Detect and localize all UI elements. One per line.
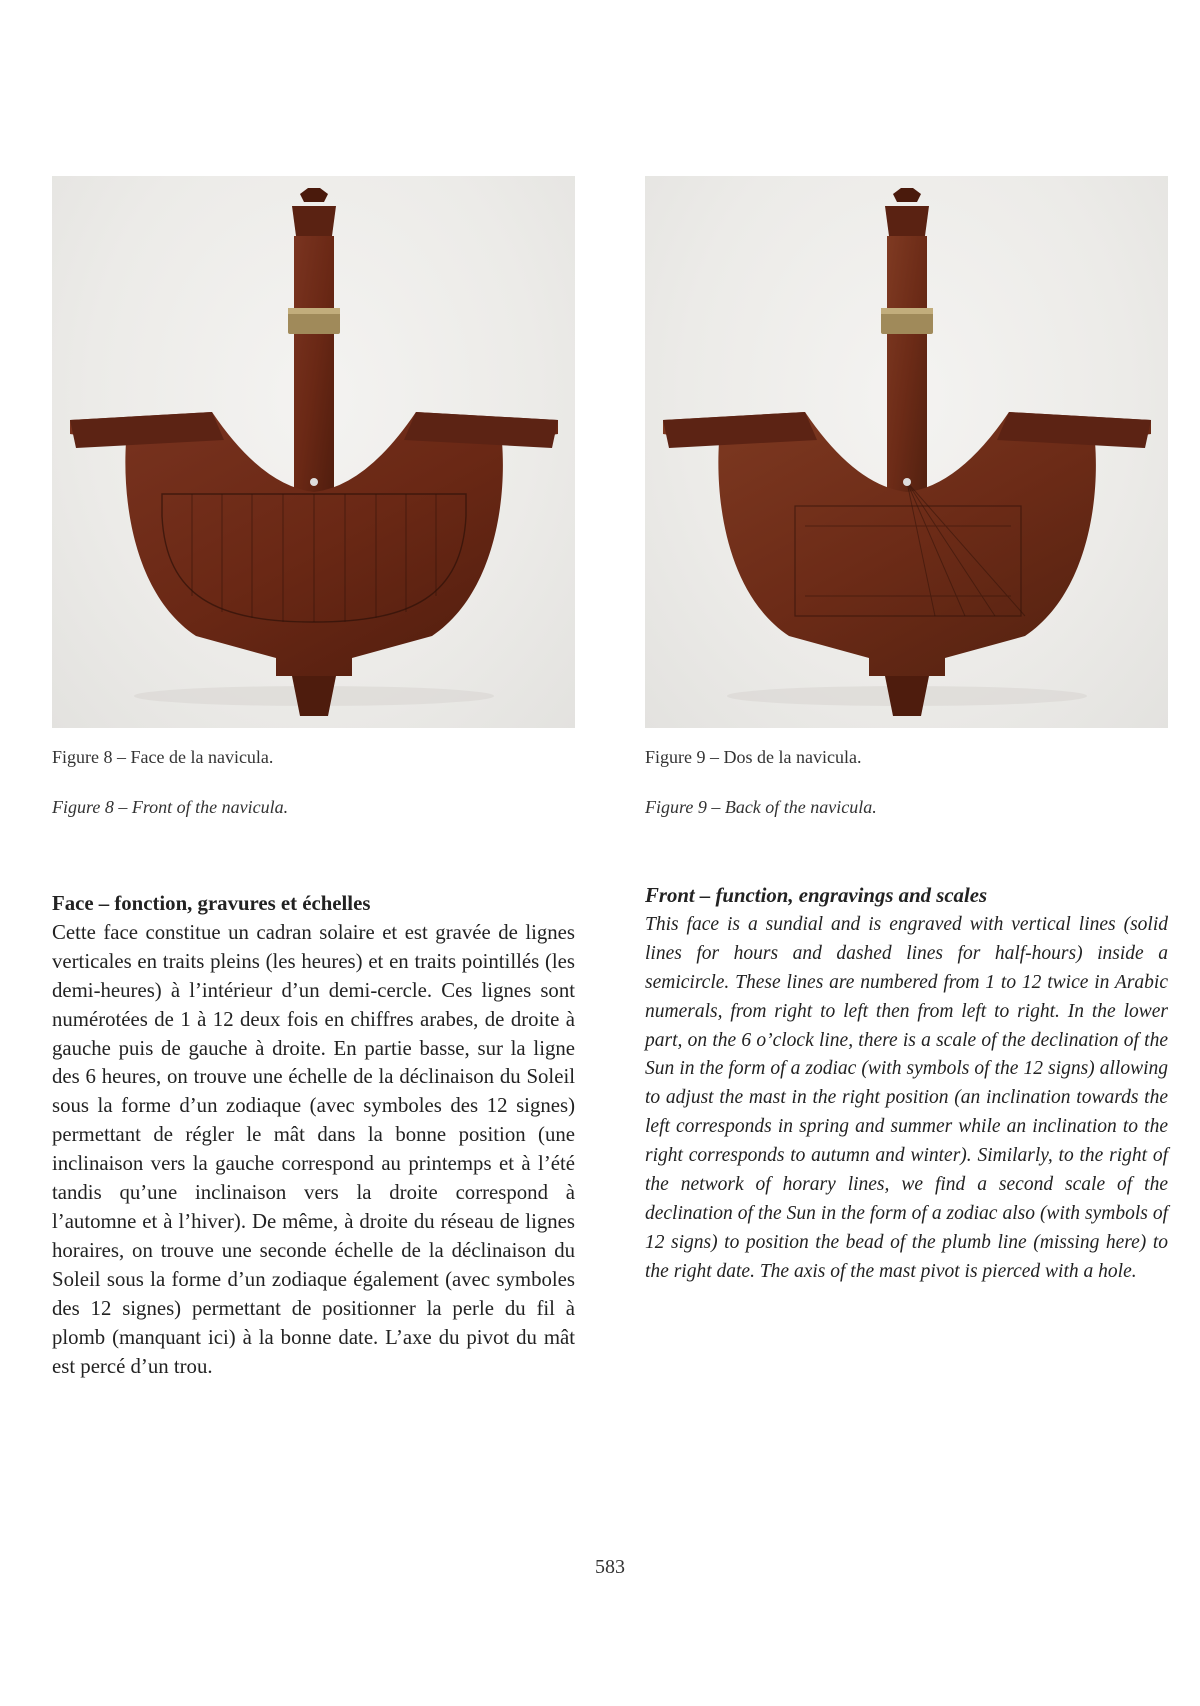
figure-8-caption-fr: Figure 8 – Face de la navicula. bbox=[52, 747, 274, 767]
figure-9-caption-fr: Figure 9 – Dos de la navicula. bbox=[645, 747, 862, 767]
navicula-front-image bbox=[52, 176, 575, 728]
french-section-body: Cette face constitue un cadran solaire et est gravée de lignes verticales en traits pleins (les heures) et en traits pointillés (les demi-heures) à l’intérieur d’un demi-cercle. Ces lignes sont numérotées de 1 à 12 deux fois en chiffres arabes, de droite à gauche puis de gauche à droite. En partie basse, sur la ligne des 6 heures, on trouve une échelle de la déclinaison du Soleil sous la forme d’un zodiaque (avec symboles des 12 signes) permettant de régler le mât dans la bonne position (une inclinaison vers la gauche correspond au printemps et à l’été tandis qu’une inclinaison vers la droite correspond à l’automne et à l’hiver). De même, à droite du réseau de lignes horaires, on trouve une seconde échelle de la déclinaison du Soleil sous la forme d’un zodiaque également (avec symboles des 12 signes) permettant de positionner la perle du fil à plomb (manquant ici) à la bonne date. L’axe du pivot du mât est percé d’un trou. bbox=[52, 920, 575, 1378]
french-column bbox=[52, 890, 575, 1381]
french-section-title: Face – fonction, gravures et échelles bbox=[52, 892, 371, 915]
figure-9-photo bbox=[645, 176, 1168, 728]
figure-9-caption-en: Figure 9 – Back of the navicula. bbox=[645, 797, 877, 817]
figure-8-photo bbox=[52, 176, 575, 728]
figure-8-caption-en: Figure 8 – Front of the navicula. bbox=[52, 797, 289, 817]
english-column bbox=[645, 882, 1168, 1287]
english-section-body: This face is a sundial and is engraved with vertical lines (solid lines for hours and dashed lines for half-hours) inside a semicircle. These lines are numbered from 1 to 12 twice in Arabic numerals, from right to left then from left to right. In the lower part, on the 6 o’clock line, there is a scale of the declination of the Sun in the form of a zodiac (with symbols of the 12 signs) allowing to adjust the mast in the right position (an inclination towards the left corresponds in spring and summer while an inclination to the right corresponds to autumn and winter). Similarly, to the right of the network of horary lines, we find a second scale of the declination of the Sun in the form of a zodiac also (with symbols of 12 signs) to position the bead of the plumb line (missing here) to the right date. The axis of the mast pivot is pierced with a hole. bbox=[645, 913, 1168, 1282]
page-number: 583 bbox=[595, 1556, 625, 1578]
navicula-back-image bbox=[645, 176, 1168, 728]
english-section-title: Front – function, engravings and scales bbox=[645, 884, 988, 907]
